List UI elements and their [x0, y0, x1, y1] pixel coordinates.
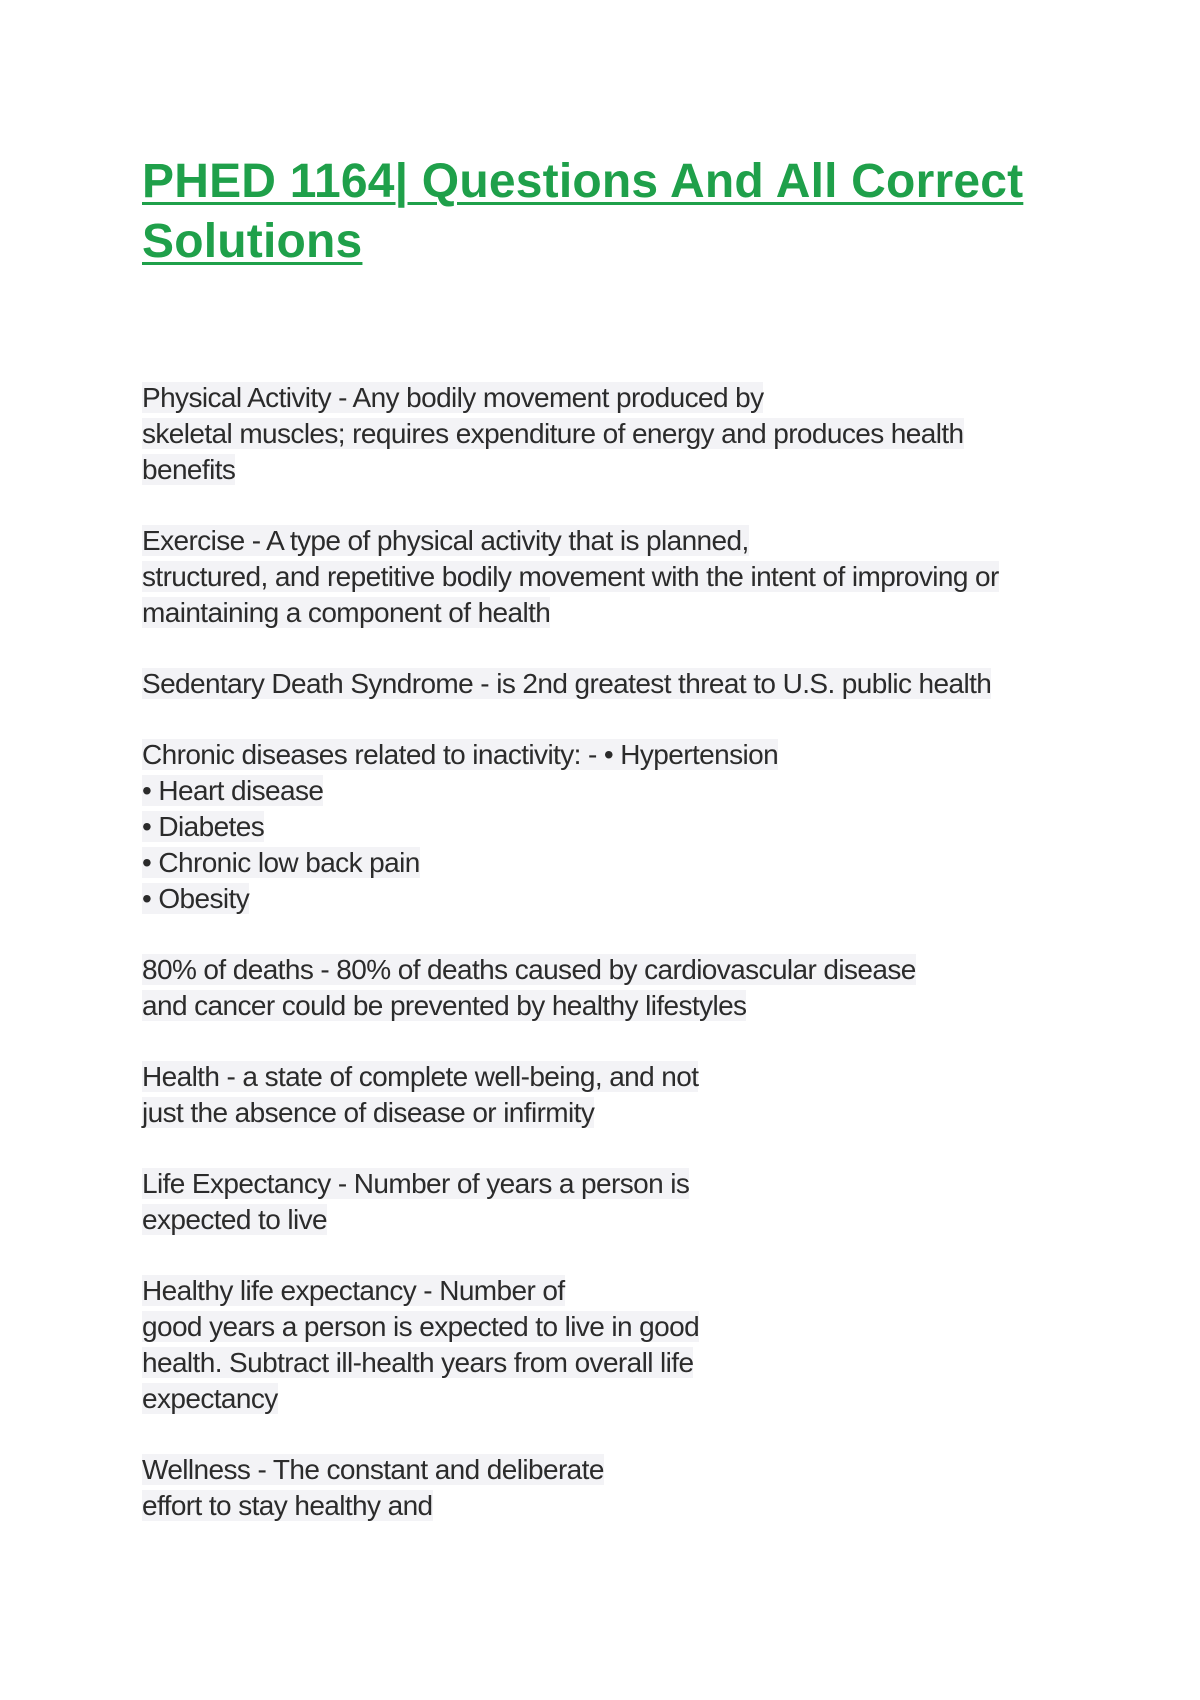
term-entry-80-percent-of-deaths	[142, 952, 1062, 1024]
entry-line: Wellness - The constant and deliberate	[142, 1454, 604, 1485]
entry-line: benefits	[142, 454, 236, 485]
entry-line: Chronic diseases related to inactivity: - • Hypertension	[142, 739, 779, 770]
term-entry-sedentary-death-syndrome	[142, 666, 1062, 702]
entry-line: and cancer could be prevented by healthy lifestyles	[142, 990, 747, 1021]
entry-line: health. Subtract ill-health years from overall life	[142, 1347, 694, 1378]
entry-line: good years a person is expected to live in good	[142, 1311, 700, 1342]
entry-line: Life Expectancy - Number of years a person is	[142, 1168, 690, 1199]
bullet-item: • Diabetes	[142, 811, 265, 842]
entry-line: structured, and repetitive bodily movement with the intent of improving or	[142, 561, 999, 592]
bullet-item: • Chronic low back pain	[142, 847, 420, 878]
term-entry-wellness	[142, 1452, 1062, 1524]
term-entry-health	[142, 1059, 1062, 1131]
entry-line: Health - a state of complete well-being, and not	[142, 1061, 699, 1092]
term-entry-chronic-diseases	[142, 737, 1062, 917]
term-entry-healthy-life-expectancy	[142, 1273, 1062, 1417]
entry-line: 80% of deaths - 80% of deaths caused by cardiovascular disease	[142, 954, 916, 985]
entry-line: effort to stay healthy and	[142, 1490, 433, 1521]
term-entry-exercise	[142, 523, 1062, 631]
entry-line: Physical Activity - Any bodily movement produced by	[142, 382, 764, 413]
entry-line: expected to live	[142, 1204, 327, 1235]
entry-line: maintaining a component of health	[142, 597, 551, 628]
entry-line: Sedentary Death Syndrome - is 2nd greatest threat to U.S. public health	[142, 668, 992, 699]
bullet-item: • Heart disease	[142, 775, 324, 806]
document-body	[142, 380, 1062, 1559]
entry-line: skeletal muscles; requires expenditure of energy and produces health	[142, 418, 964, 449]
entry-line: Exercise - A type of physical activity that is planned,	[142, 525, 749, 556]
entry-line: expectancy	[142, 1383, 278, 1414]
term-entry-physical-activity	[142, 380, 1062, 488]
document-title: PHED 1164| Questions And All Correct Solutions	[142, 155, 1024, 268]
entry-line: Healthy life expectancy - Number of	[142, 1275, 565, 1306]
entry-line: just the absence of disease or infirmity	[142, 1097, 595, 1128]
term-entry-life-expectancy	[142, 1166, 1062, 1238]
bullet-item: • Obesity	[142, 883, 250, 914]
